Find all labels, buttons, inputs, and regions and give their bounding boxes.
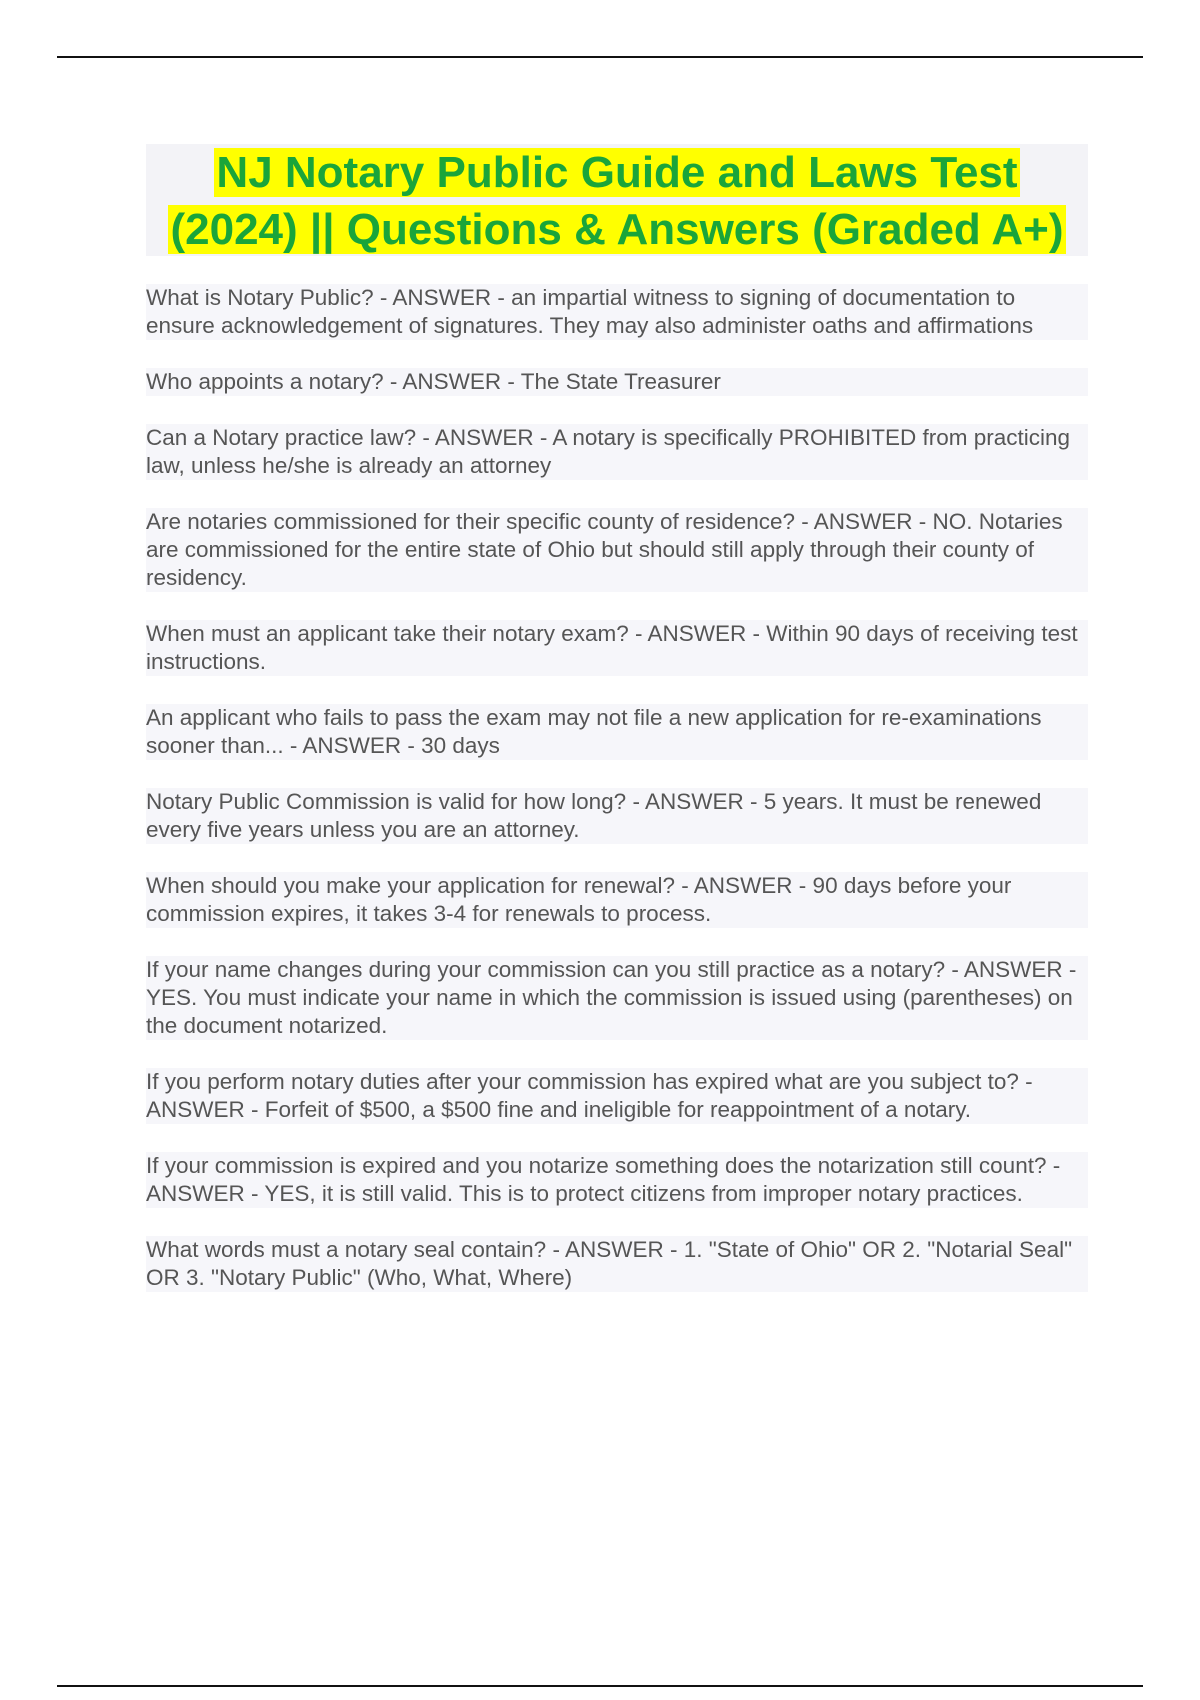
qa-list [146,284,1088,1320]
top-rule [57,56,1143,58]
qa-item: Who appoints a notary? - ANSWER - The State Treasurer [146,368,1088,396]
bottom-rule [57,1685,1143,1687]
document-title [146,144,1088,256]
qa-item: What words must a notary seal contain? - ANSWER - 1. "State of Ohio" OR 2. "Notarial Seal" OR 3. "Notary Public" (Who, What, Where) [146,1236,1088,1292]
qa-item: When should you make your application for renewal? - ANSWER - 90 days before your commission expires, it takes 3-4 for renewals to process. [146,872,1088,928]
qa-item: If your name changes during your commission can you still practice as a notary? - ANSWER - YES. You must indicate your name in which the commission is issued using (parentheses) on the document notarized. [146,956,1088,1040]
qa-item: Are notaries commissioned for their specific county of residence? - ANSWER - NO. Notaries are commissioned for the entire state of Ohio but should still apply through their county of residency. [146,508,1088,592]
qa-item: What is Notary Public? - ANSWER - an impartial witness to signing of documentation to ensure acknowledgement of signatures. They may also administer oaths and affirmations [146,284,1088,340]
qa-item: If you perform notary duties after your commission has expired what are you subject to? - ANSWER - Forfeit of $500, a $500 fine and ineligible for reappointment of a notary. [146,1068,1088,1124]
qa-item: When must an applicant take their notary exam? - ANSWER - Within 90 days of receiving test instructions. [146,620,1088,676]
qa-item: Can a Notary practice law? - ANSWER - A notary is specifically PROHIBITED from practicing law, unless he/she is already an attorney [146,424,1088,480]
qa-item: An applicant who fails to pass the exam may not file a new application for re-examinations sooner than... - ANSWER - 30 days [146,704,1088,760]
title-line-1: NJ Notary Public Guide and Laws Test [216,148,1018,197]
qa-item: If your commission is expired and you notarize something does the notarization still count? - ANSWER - YES, it is still valid. This is to protect citizens from improper notary practices. [146,1152,1088,1208]
qa-item: Notary Public Commission is valid for how long? - ANSWER - 5 years. It must be renewed every five years unless you are an attorney. [146,788,1088,844]
title-line-2: (2024) || Questions & Answers (Graded A+) [170,205,1064,254]
